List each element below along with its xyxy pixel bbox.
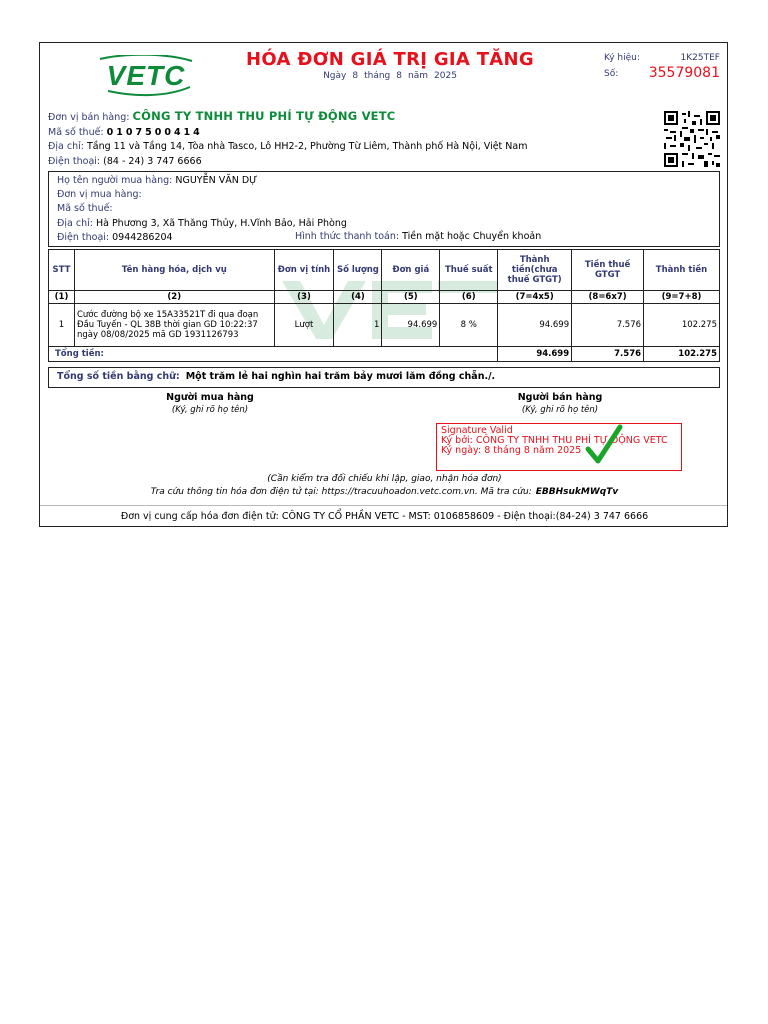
payment-method: Hình thức thanh toán: Tiền mặt hoặc Chuyển khoản [295,231,542,242]
buyer-signature-title: Người mua hàng [166,392,254,403]
seller-tax-code: 0107500414 [106,126,203,138]
seller-signature-sub: (Ký, ghi rõ họ tên) [521,405,599,415]
buyer-name: NGUYỄN VĂN DỰ [175,175,258,186]
amount-in-words: Tổng số tiền bằng chữ: Một trăm lẻ hai nghìn hai trăm bảy mươi lăm đồng chẵn./. [48,367,720,388]
digital-signature-box: Signature Valid Ký bởi: CÔNG TY TNHH THU PHÍ TỰ ĐỘNG VETC Ký ngày: 8 tháng 8 năm 2025 [436,423,682,471]
lookup-info: Tra cứu thông tin hóa đơn điện tử tại: https://tracuuhoadon.vetc.com.vn. Mã tra cứu: EBBHsukMWqTv [150,487,619,497]
so-label: Số: [604,69,619,79]
footnote: (Cần kiểm tra đối chiếu khi lập, giao, nhận hóa đơn) [267,474,502,484]
logo-text: VETC [106,60,186,91]
buyer-phone: 0944286204 [112,231,173,243]
col-header-unit: Đơn vị tính [274,250,334,291]
invoice-title: HÓA ĐƠN GIÁ TRỊ GIA TĂNG [246,49,534,70]
seller-info: Đơn vị bán hàng: CÔNG TY TNHH THU PHÍ TỰ ĐỘNG VETC Mã số thuế: 0107500414 Địa chỉ: Tầng 11 và Tầng 14, Tòa nhà Tasco, Lô HH2-2, Phường Từ Liêm, Thành phố Hà Nội, Việt Nam Điện thoại: (84 - 24) 3 747 6666 [48,109,528,167]
buyer-signature-sub: (Ký, ghi rõ họ tên) [171,405,249,415]
seller-name: CÔNG TY TNHH THU PHÍ TỰ ĐỘNG VETC [132,109,396,123]
invoice-number: 35579081 [648,65,720,81]
col-header-qty: Số lượng [334,250,382,291]
col-header-stt: STT [49,250,75,291]
item-description: Cước đường bộ xe 15A33521T đi qua đoạn Đầu Tuyến - QL 38B thời gian GD 10:22:37 ngày 08/08/2025 mã GD 1931126793 [74,304,274,347]
buyer-address: Hà Phương 3, Xã Thăng Thủy, H.Vĩnh Bảo, Hải Phòng [95,217,347,229]
col-header-total: Thành tiền [644,250,720,291]
col-header-price: Đơn giá [382,250,440,291]
table-row: 1 Cước đường bộ xe 15A33521T đi qua đoạn Đầu Tuyến - QL 38B thời gian GD 10:22:37 ngày 08/08/2025 mã GD 1931126793 Lượt 1 94.699 8 % 94.699 7.576 102.275 [49,304,720,347]
lookup-code: EBBHsukMWqTv [535,487,619,497]
col-header-tax: Tiền thuế GTGT [572,250,644,291]
seller-address: Tầng 11 và Tầng 14, Tòa nhà Tasco, Lô HH2-2, Phường Từ Liêm, Thành phố Hà Nội, Việt Nam [86,141,528,153]
seller-phone: (84 - 24) 3 747 6666 [103,155,202,167]
total-row: Tổng tiền: 94.699 7.576 102.275 [49,347,720,362]
table-header-row [49,250,720,291]
ky-hieu-label: Ký hiệu: [604,53,640,63]
provider-info: Đơn vị cung cấp hóa đơn điện tử: CÔNG TY CỔ PHẦN VETC - MST: 0106858609 - Điện thoại:(84-24) 3 747 6666 [120,511,649,522]
col-header-tax-rate: Thuế suất [440,250,498,291]
ky-hieu-value: 1K25TEF [680,53,720,63]
checkmark-icon [584,423,624,467]
col-header-name: Tên hàng hóa, dịch vụ [74,250,274,291]
items-table [48,249,720,362]
invoice-date: Ngày 8 tháng 8 năm 2025 [323,71,457,81]
invoice [39,42,728,527]
vetc-logo [96,55,196,97]
col-header-amount: Thành tiền(chưa thuế GTGT) [498,250,572,291]
buyer-info: Họ tên người mua hàng: NGUYỄN VĂN DỰ Đơn vị mua hàng: Mã số thuế: Địa chỉ: Hà Phương 3, Xã Thăng Thủy, H.Vĩnh Bảo, Hải Phòng Điện thoại: 0944286204 Hình thức thanh toán: Tiền mặt hoặc Chuyển khoản [48,171,720,247]
column-number-row: (1) (2) (3) (4) (5) (6) (7=4x5) (8=6x7) (9=7+8) [49,291,720,304]
footer-divider [40,505,727,506]
seller-signature-title: Người bán hàng [517,392,603,403]
qr-code-icon [664,111,720,167]
